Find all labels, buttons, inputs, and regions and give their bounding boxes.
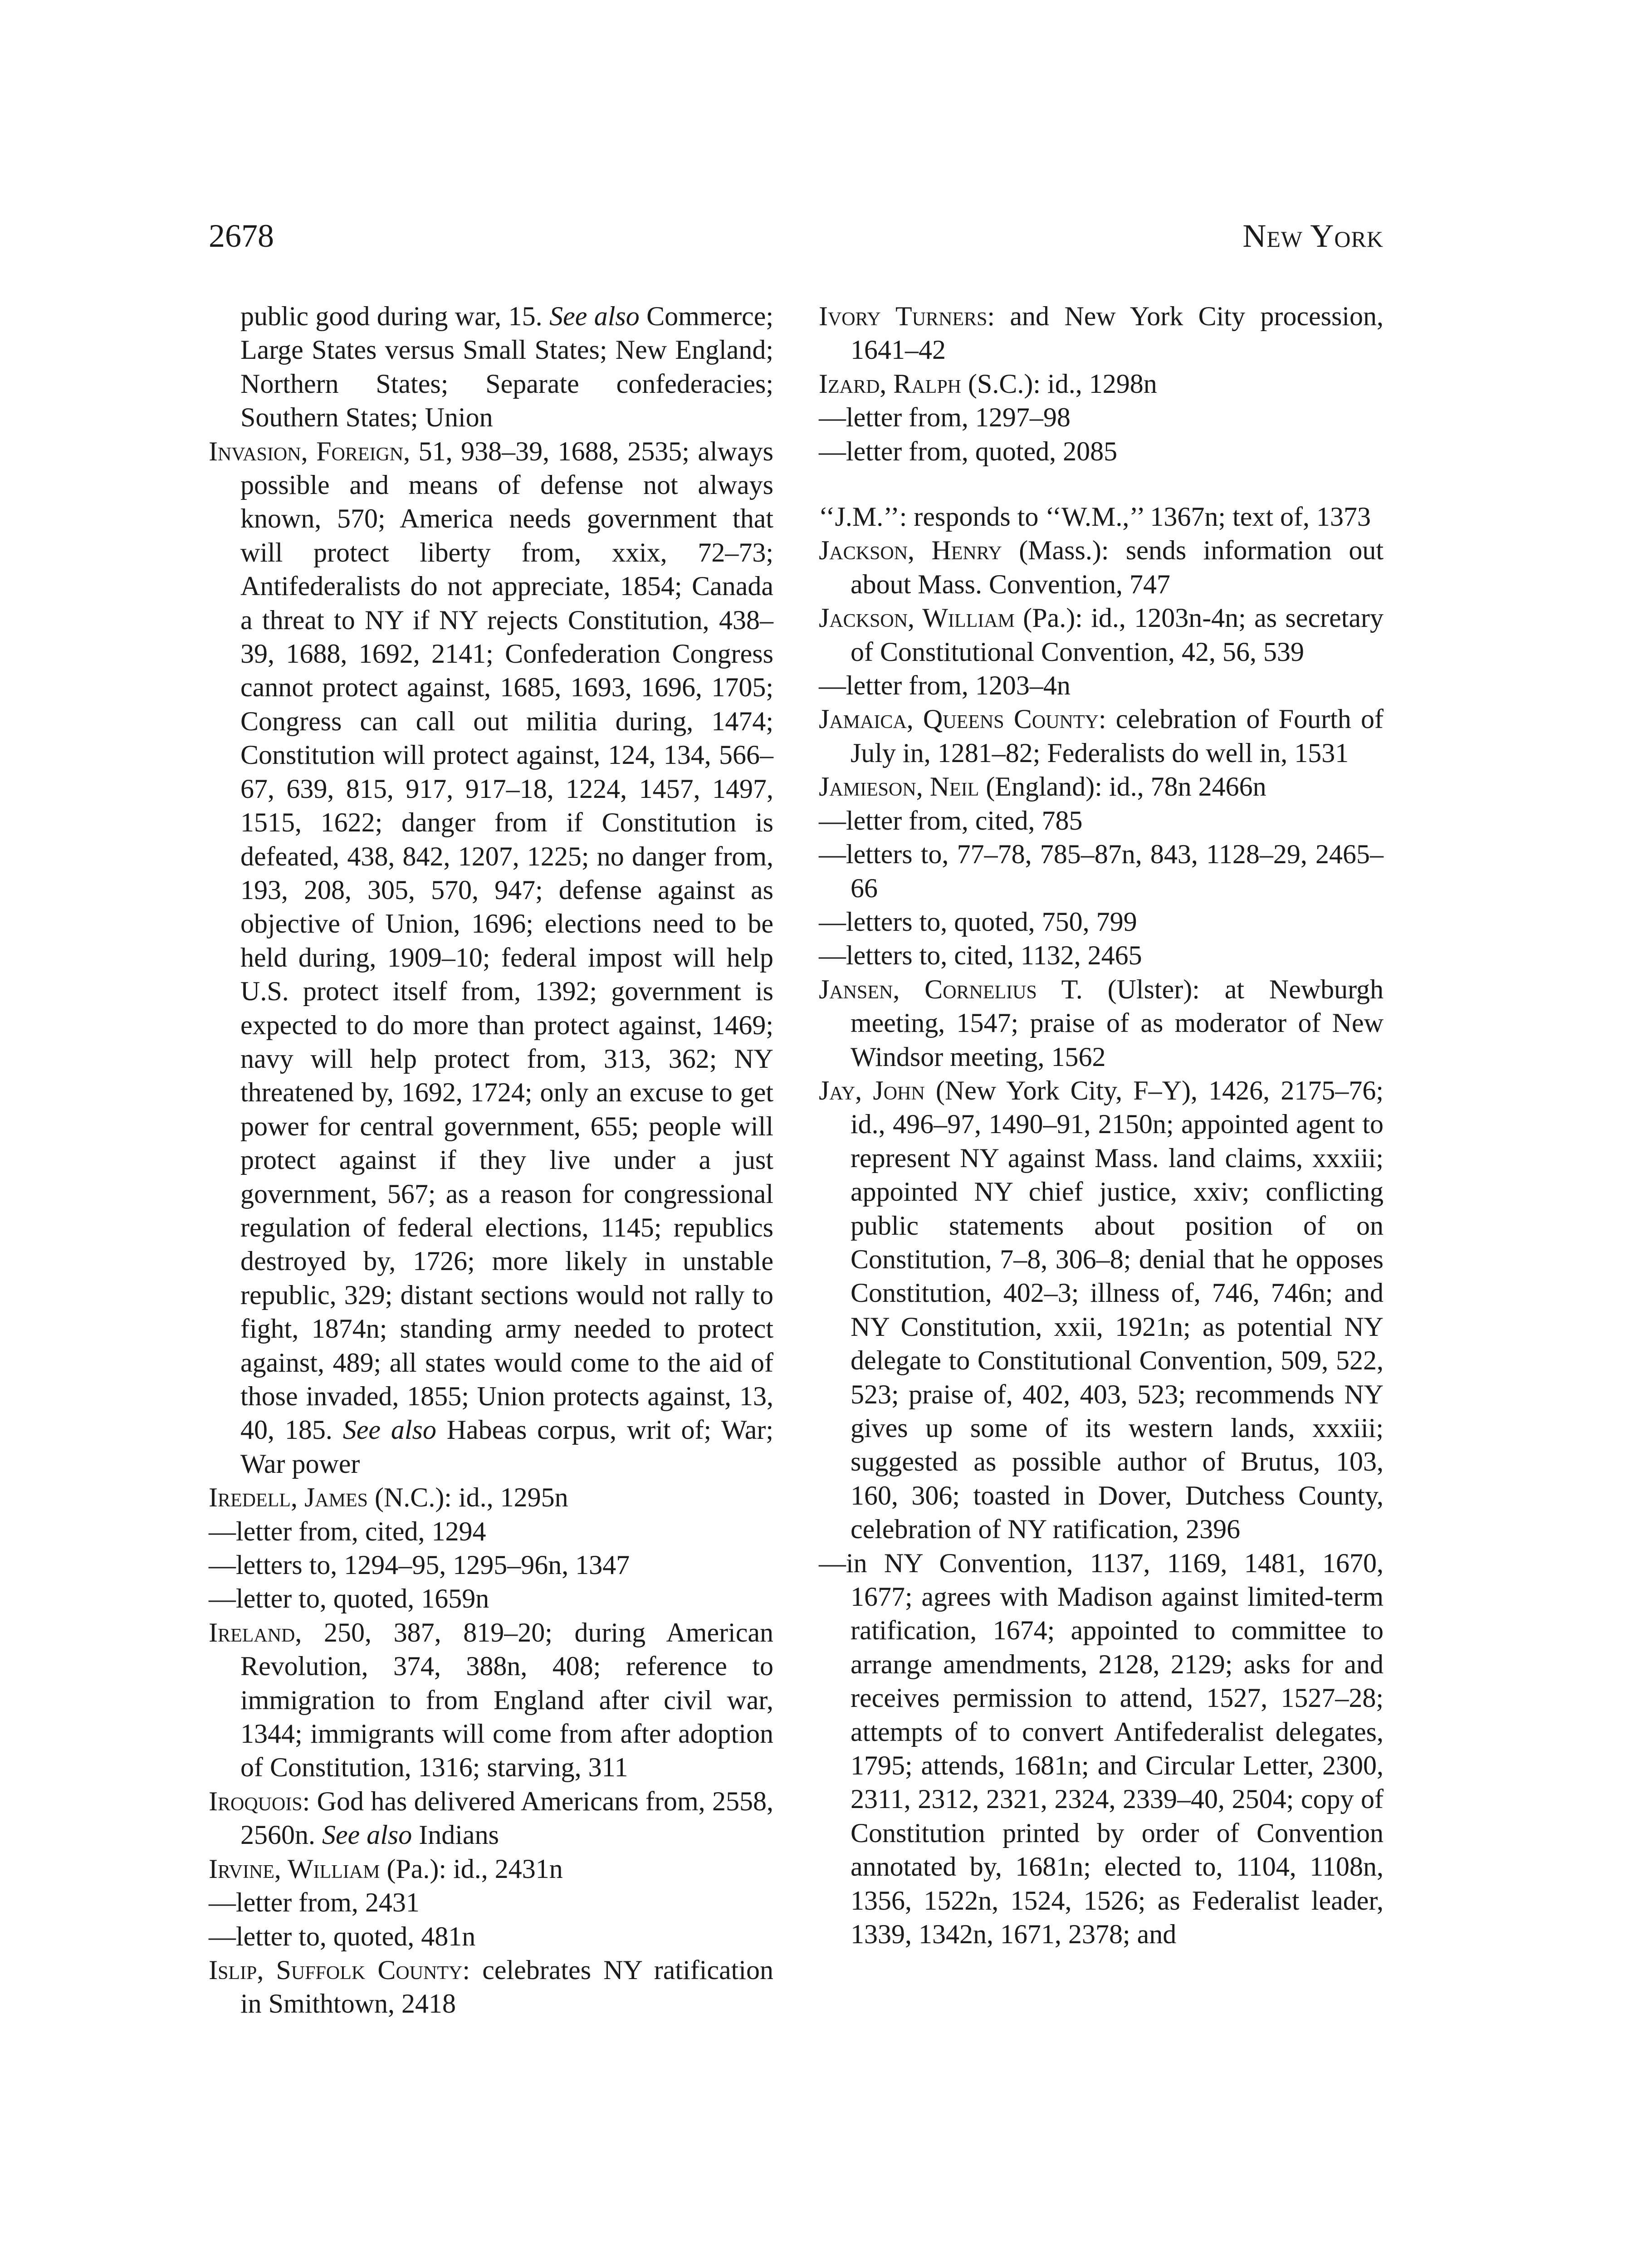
entry-heading: Jamieson, Neil xyxy=(819,772,979,802)
left-column xyxy=(209,299,773,2021)
entry-heading: Ivory Turners xyxy=(819,301,988,331)
index-entry-jm: ‘‘J.M.’’: responds to ‘‘W.M.,’’ 1367n; text of, 1373 xyxy=(819,502,1371,532)
index-entry-izard: Izard, Ralph (S.C.): id., 1298n xyxy=(819,368,1157,399)
index-entry-jansen: Jansen, Cornelius T. (Ulster): at Newburgh meeting, 1547; praise of as moderator of New Windsor meeting, 1562 xyxy=(819,974,1384,1072)
index-subentry: —letter from, cited, 1294 xyxy=(209,1516,486,1546)
see-also: See also xyxy=(342,1415,436,1445)
right-column xyxy=(819,299,1384,1951)
index-entry-ivory-turners: Ivory Turners: and New York City procession, 1641–42 xyxy=(819,301,1384,365)
index-subentry: —letters to, 77–78, 785–87n, 843, 1128–29, 2465–66 xyxy=(819,839,1384,903)
entry-heading: Iroquois xyxy=(209,1786,303,1816)
index-entry-continued: public good during war, 15. See also Commerce; Large States versus Small States; New England; Northern States; Separate confederacies; Southern States; Union xyxy=(240,301,774,433)
section-gap xyxy=(819,468,1384,500)
running-head: New York xyxy=(1242,218,1384,254)
index-subentry: —in NY Convention, 1137, 1169, 1481, 1670, 1677; agrees with Madison against limited-term ratification, 1674; appointed to committee to arrange amendments, 2128, 2129; asks for and receives permission to attend, 1527, 1527–28; attempts of to convert Antifederalist delegates, 1795; attends, 1681n; and Circular Letter, 2300, 2311, 2312, 2321, 2324, 2339–40, 2504; copy of Constitution printed by order of Convention annotated by, 1681n; elected to, 1104, 1108n, 1356, 1522n, 1524, 1526; as Federalist leader, 1339, 1342n, 1671, 2378; and xyxy=(819,1548,1384,1950)
entry-heading: Jackson, William xyxy=(819,603,1015,633)
index-subentry: —letter from, 2431 xyxy=(209,1887,420,1918)
entry-heading: Jackson, Henry xyxy=(819,535,1002,566)
index-entry-jay: Jay, John (New York City, F–Y), 1426, 2175–76; id., 496–97, 1490–91, 2150n; appointed agent to represent NY against Mass. land claims, xxxiii; appointed NY chief justice, xxiv; conflicting public statements about position of on Constitution, 7–8, 306–8; denial that he opposes Constitution, 402–3; illness of, 746, 746n; and NY Constitution, xxii, 1921n; as potential NY delegate to Constitutional Convention, 509, 522, 523; praise of, 402, 403, 523; recommends NY gives up some of its western lands, xxxiii; suggested as possible author of Brutus, 103, 160, 306; toasted in Dover, Dutchess County, celebration of NY ratification, 2396 xyxy=(819,1075,1384,1545)
entry-heading: Jay, John xyxy=(819,1075,925,1105)
index-entry-islip: Islip, Suffolk County: celebrates NY ratification in Smithtown, 2418 xyxy=(209,1955,773,2019)
entry-heading: Ireland xyxy=(209,1617,295,1647)
index-entry-iredell: Iredell, James (N.C.): id., 1295n xyxy=(209,1482,568,1513)
entry-heading: Izard, Ralph xyxy=(819,368,962,399)
index-subentry: —letters to, quoted, 750, 799 xyxy=(819,906,1137,937)
index-subentry: —letter to, quoted, 481n xyxy=(209,1921,476,1951)
index-entry-irvine: Irvine, William (Pa.): id., 2431n xyxy=(209,1853,563,1884)
see-also: See also xyxy=(549,301,640,331)
page-number: 2678 xyxy=(209,218,274,254)
index-entry-jamieson: Jamieson, Neil (England): id., 78n 2466n xyxy=(819,772,1266,802)
page-header xyxy=(209,213,1384,259)
index-entry-jamaica: Jamaica, Queens County: celebration of Fourth of July in, 1281–82; Federalists do well in, 1531 xyxy=(819,704,1384,768)
index-entry-ireland: Ireland, 250, 387, 819–20; during American Revolution, 374, 388n, 408; reference to immigration to from England after civil war, 1344; immigrants will come from after adoption of Constitution, 1316; starving, 311 xyxy=(209,1617,773,1783)
index-entry-jackson-william: Jackson, William (Pa.): id., 1203n-4n; as secretary of Constitutional Convention, 42, 56, 539 xyxy=(819,603,1384,667)
index-subentry: —letter from, cited, 785 xyxy=(819,805,1083,836)
index-entry-iroquois: Iroquois: God has delivered Americans from, 2558, 2560n. See also Indians xyxy=(209,1786,773,1850)
index-subentry: —letter from, 1297–98 xyxy=(819,402,1071,433)
index-subentry: —letter from, quoted, 2085 xyxy=(819,436,1118,466)
index-subentry: —letters to, cited, 1132, 2465 xyxy=(819,940,1142,971)
see-also: See also xyxy=(322,1820,412,1850)
entry-heading: Jansen, Cornelius T. xyxy=(819,974,1083,1004)
entry-heading: Iredell, James xyxy=(209,1482,368,1513)
index-subentry: —letters to, 1294–95, 1295–96n, 1347 xyxy=(209,1550,630,1580)
index-entry-invasion-foreign: Invasion, Foreign, 51, 938–39, 1688, 2535; always possible and means of defense not always known, 570; America needs government that will protect liberty from, xxix, 72–73; Antifederalists do not appreciate, 1854; Canada a threat to NY if NY rejects Constitution, 438–39, 1688, 1692, 2141; Confederation Congress cannot protect against, 1685, 1693, 1696, 1705; Congress can call out militia during, 1474; Constitution will protect against, 124, 134, 566–67, 639, 815, 917, 917–18, 1224, 1457, 1497, 1515, 1622; danger from if Constitution is defeated, 438, 842, 1207, 1225; no danger from, 193, 208, 305, 570, 947; defense against as objective of Union, 1696; elections need to be held during, 1909–10; federal impost will help U.S. protect itself from, 1392; government is expected to do more than protect against, 1469; navy will help protect from, 313, 362; NY threatened by, 1692, 1724; only an excuse to get power for central government, 655; people will protect against if they live under a just government, 567; as a reason for congressional regulation of federal elections, 1145; republics destroyed by, 1726; more likely in unstable republic, 329; distant sections would not rally to fight, 1874n; standing army needed to protect against, 489; all states would come to the aid of those invaded, 1855; Union protects against, 13, 40, 185. See also Habeas corpus, writ of; War; War power xyxy=(209,436,774,1479)
entry-heading: Jamaica, Queens County xyxy=(819,704,1099,734)
entry-heading: Irvine, William xyxy=(209,1853,380,1884)
entry-heading: Invasion, Foreign xyxy=(209,436,404,466)
index-subentry: —letter from, 1203–4n xyxy=(819,670,1071,701)
index-subentry: —letter to, quoted, 1659n xyxy=(209,1584,489,1614)
index-entry-jackson-henry: Jackson, Henry (Mass.): sends information out about Mass. Convention, 747 xyxy=(819,535,1384,599)
entry-heading: Islip, Suffolk County xyxy=(209,1955,463,1985)
